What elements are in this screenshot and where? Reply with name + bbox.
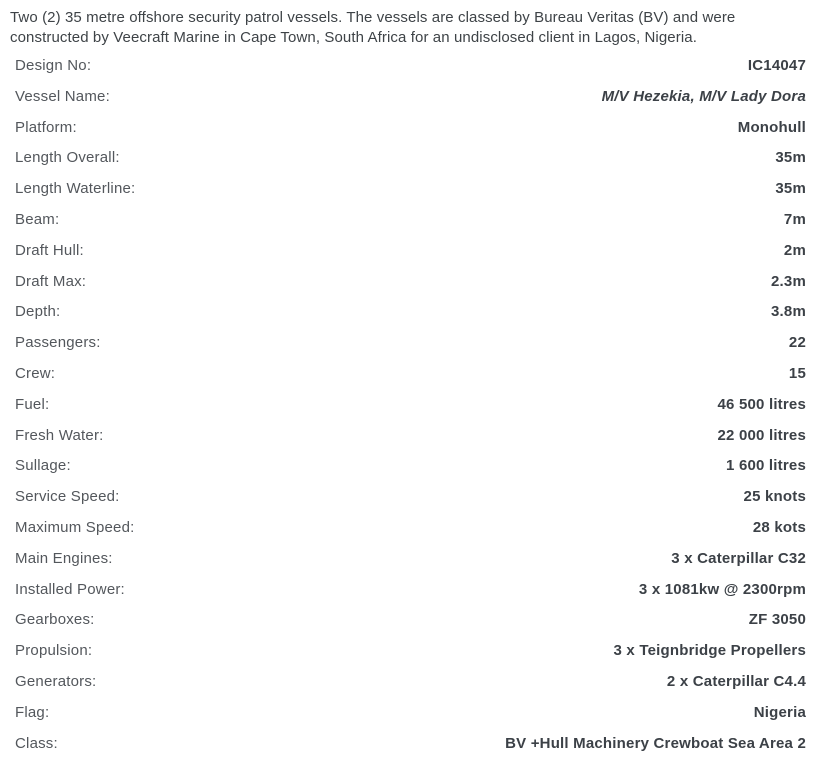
- spec-value: 3 x Teignbridge Propellers: [613, 642, 806, 660]
- spec-value: 22 000 litres: [717, 426, 806, 444]
- spec-value: M/V Hezekia, M/V Lady Dora: [601, 87, 806, 105]
- spec-row: [15, 488, 806, 519]
- spec-label: Sullage:: [15, 457, 71, 475]
- spec-label: Draft Hull:: [15, 241, 84, 259]
- spec-label: Installed Power:: [15, 580, 125, 598]
- spec-row: [15, 149, 806, 180]
- spec-value: 7m: [783, 210, 806, 228]
- spec-row: [15, 735, 806, 766]
- spec-label: Depth:: [15, 303, 61, 321]
- spec-row: [15, 334, 806, 365]
- spec-value: 15: [788, 364, 806, 382]
- spec-label: Generators:: [15, 672, 97, 690]
- spec-row: [15, 180, 806, 211]
- intro-paragraph: Two (2) 35 metre offshore security patrol vessels. The vessels are classed by Bureau Veritas (BV) and were constructed by Veecraft Marine in Cape Town, South Africa for an undisclosed client in Lagos, Nigeria.: [10, 9, 736, 46]
- spec-label: Class:: [15, 734, 58, 752]
- spec-label: Length Waterline:: [15, 180, 136, 198]
- spec-row: [15, 211, 806, 242]
- spec-value: 3 x Caterpillar C32: [671, 549, 806, 567]
- spec-label: Gearboxes:: [15, 611, 95, 629]
- spec-value: 2.3m: [771, 272, 806, 290]
- spec-label: Fresh Water:: [15, 426, 104, 444]
- spec-row: [15, 457, 806, 488]
- spec-label: Draft Max:: [15, 272, 87, 290]
- spec-label: Flag:: [15, 703, 50, 721]
- spec-label: Vessel Name:: [15, 87, 110, 105]
- spec-value: 3.8m: [771, 303, 806, 321]
- spec-row: [15, 673, 806, 704]
- spec-value: 22: [788, 334, 806, 352]
- spec-value: 1 600 litres: [726, 457, 806, 475]
- spec-label: Beam:: [15, 210, 60, 228]
- spec-row: [15, 581, 806, 612]
- spec-row: [15, 57, 806, 88]
- spec-row: [15, 273, 806, 304]
- spec-value: 3 x 1081kw @ 2300rpm: [638, 580, 806, 598]
- spec-value: 46 500 litres: [717, 395, 806, 413]
- spec-label: Length Overall:: [15, 149, 120, 167]
- spec-label: Platform:: [15, 118, 77, 136]
- spec-label: Service Speed:: [15, 488, 120, 506]
- spec-label: Passengers:: [15, 334, 101, 352]
- spec-table: [0, 57, 830, 765]
- spec-row: [15, 519, 806, 550]
- spec-value: Monohull: [737, 118, 806, 136]
- spec-label: Crew:: [15, 364, 56, 382]
- spec-row: [15, 642, 806, 673]
- spec-row: [15, 427, 806, 458]
- spec-value: 2 x Caterpillar C4.4: [666, 672, 806, 690]
- spec-value: 25 knots: [743, 488, 806, 506]
- spec-row: [15, 396, 806, 427]
- spec-label: Maximum Speed:: [15, 518, 135, 536]
- spec-value: ZF 3050: [748, 611, 806, 629]
- spec-label: Main Engines:: [15, 549, 113, 567]
- spec-row: [15, 119, 806, 150]
- spec-value: Nigeria: [753, 703, 806, 721]
- spec-value: 2m: [783, 241, 806, 259]
- spec-row: [15, 611, 806, 642]
- spec-value: 35m: [775, 180, 806, 198]
- spec-row: [15, 365, 806, 396]
- spec-value: BV +Hull Machinery Crewboat Sea Area 2: [505, 734, 806, 752]
- spec-value: 28 kots: [752, 518, 806, 536]
- spec-row: [15, 704, 806, 735]
- spec-row: [15, 242, 806, 273]
- spec-row: [15, 88, 806, 119]
- spec-label: Propulsion:: [15, 642, 93, 660]
- spec-label: Fuel:: [15, 395, 50, 413]
- spec-label: Design No:: [15, 57, 92, 74]
- spec-value: IC14047: [747, 57, 806, 74]
- spec-value: 35m: [775, 149, 806, 167]
- spec-row: [15, 550, 806, 581]
- spec-row: [15, 303, 806, 334]
